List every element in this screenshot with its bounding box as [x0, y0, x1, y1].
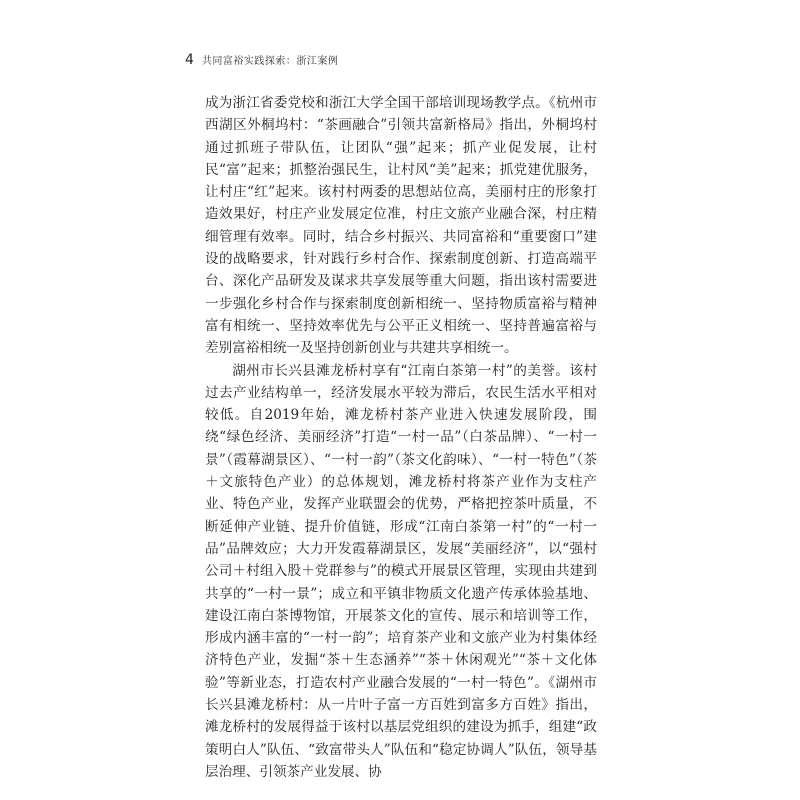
page-header	[185, 52, 338, 68]
body-text	[205, 92, 597, 783]
running-title: 共同富裕实践探索：浙江案例	[201, 56, 339, 67]
page-number: 4	[185, 52, 194, 68]
paragraph-1: 成为浙江省委党校和浙江大学全国干部培训现场教学点。《杭州市西湖区外桐坞村：“茶画融合”引领共富新格局》指出，外桐坞村通过抓班子带队伍，让团队“强”起来；抓产业促发展，让村民“富”起来；抓整治强民生，让村风“美”起来；抓党建优服务，让村庄“红”起来。该村村两委的思想站位高，美丽村庄的形象打造效果好，村庄产业发展定位准，村庄文旅产业融合深，村庄精细管理有效率。同时，结合乡村振兴、共同富裕和“重要窗口”建设的战略要求，针对践行乡村合作、探索制度创新、打造高端平台、深化产品研发及谋求共享发展等重大问题，指出该村需要进一步强化乡村合作与探索制度创新相统一、坚持物质富裕与精神富有相统一、坚持效率优先与公平正义相统一、坚持普遍富裕与差别富裕相统一及坚持创新创业与共建共享相统一。	[205, 95, 597, 357]
paragraph-2: 湖州市长兴县滩龙桥村享有“江南白茶第一村”的美誉。该村过去产业结构单一，经济发展水平较为滞后，农民生活水平相对较低。自2019年始，滩龙桥村茶产业进入快速发展阶段，围绕“绿色经济、美丽经济”打造“一村一品”（白茶品牌）、“一村一景”（霞幕湖景区）、“一村一韵”（茶文化韵味）、“一村一特色”（茶＋文旅特色产业）的总体规划，滩龙桥村将茶产业作为支柱产业、特色产业，发挥产业联盟会的优势，严格把控茶叶质量，不断延伸产业链、提升价值链，形成“江南白茶第一村”的“一村一品”品牌效应；大力开发霞幕湖景区，发展“美丽经济”，以“强村公司＋村组入股＋党群参与”的模式开展景区管理，实现由共建到共享的“一村一景”；成立和平镇非物质文化遗产传承体验基地、建设江南白茶博物馆，开展茶文化的宣传、展示和培训等工作，形成内涵丰富的“一村一韵”；培育茶产业和文旅产业为村集体经济特色产业，发掘“茶＋生态涵养”“茶＋休闲观光”“茶＋文化体验”等新业态，打造农村产业融合发展的“一村一特色”。《湖州市长兴县滩龙桥村：从一片叶子富一方百姓到富多方百姓》指出，滩龙桥村的发展得益于该村以基层党组织的建设为抓手，组建“政策明白人”队伍、“致富带头人”队伍和“稳定协调人”队伍，领导基层治理、引领茶产业发展、协	[205, 362, 597, 780]
